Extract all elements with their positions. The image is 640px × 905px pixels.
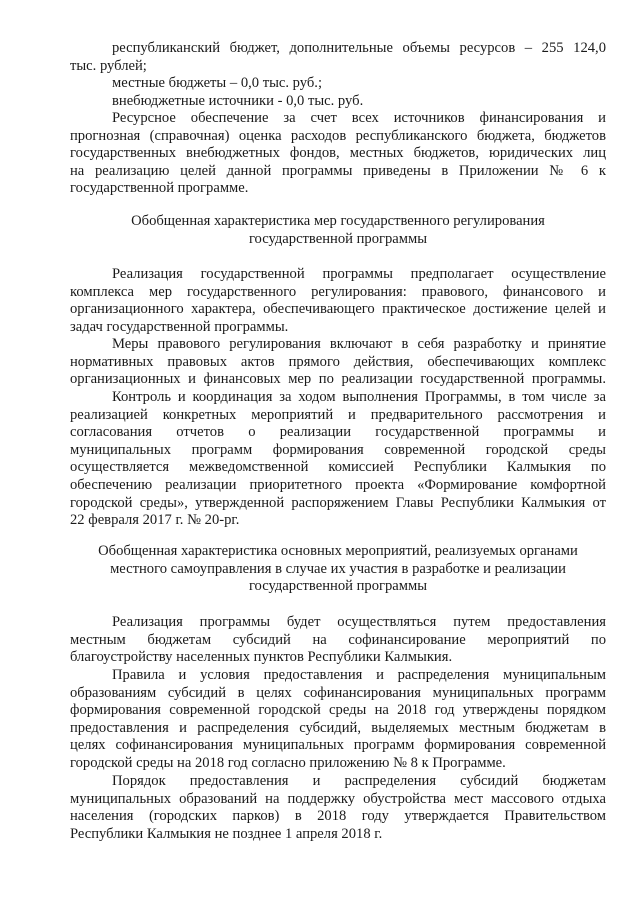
paragraph-rules [70, 667, 606, 773]
text-line: муниципальных образований на поддержку обустройства мест массового отдыха [70, 790, 606, 807]
text-line: нормативных правовых актов прямого действия, обеспечивающих комплекс [70, 353, 606, 370]
section-heading-regulation [70, 213, 606, 248]
text-line: Реализация программы будет осуществляться путем предоставления [112, 614, 606, 630]
text-line: предоставления и распределения субсидий, выделяемых местным бюджетам в [70, 719, 606, 736]
text-line: 22 февраля 2017 г. № 20-рг. [70, 512, 240, 529]
text-line: благоустройству населенных пунктов Республики Калмыкия. [70, 649, 453, 666]
text-line: на реализацию целей данной программы приведены в Приложении № 6 к [70, 162, 606, 179]
text-line: городской среды», утвержденной распоряжением Главы Республики Калмыкия от [70, 494, 606, 511]
text-line: формирования современной городской среды на 2018 год утверждены порядком [70, 702, 606, 719]
text-line: Ресурсное обеспечение за счет всех источников финансирования и [112, 110, 606, 126]
text-line: образованиям субсидий в целях софинансирования муниципальных программ [70, 684, 606, 701]
text-line: тыс. рублей; [70, 57, 147, 74]
paragraph-measures [70, 336, 606, 389]
text-line: местным бюджетам субсидий на софинансирование мероприятий по [70, 631, 606, 648]
paragraph-program [70, 614, 606, 667]
heading-line: местного самоуправления в случае их участия в разработке и реализации [110, 560, 566, 577]
text-line: организационного характера, обеспечивающего практическое достижение целей и [70, 301, 606, 318]
text-line: Меры правового регулирования включают в себя разработку и принятие [112, 336, 606, 352]
text-line: прогнозная (справочная) оценка расходов республиканского бюджета, бюджетов [70, 127, 606, 144]
text-line: задач государственной программы. [70, 318, 289, 335]
text-line: реализацией конкретных мероприятий и предварительного рассмотрения и [70, 406, 606, 423]
text-line: Правила и условия предоставления и распределения муниципальным [112, 667, 606, 683]
text-line: целях софинансирования муниципальных программ формирования современной [70, 737, 606, 754]
text-line: организационных и финансовых мер по реализации государственной программы. [70, 371, 606, 388]
text-line: осуществляется межведомственной комиссией Республики Калмыкия по [70, 459, 606, 476]
heading-line: Обобщенная характеристика основных мероприятий, реализуемых органами [98, 543, 578, 559]
paragraph-resource [70, 110, 606, 198]
text-line: Реализация государственной программы предполагает осуществление [112, 266, 606, 282]
heading-line: Обобщенная характеристика мер государственного регулирования [131, 213, 545, 229]
section-heading-activities [70, 543, 606, 596]
text-line: местные бюджеты – 0,0 тыс. руб.; [112, 75, 323, 92]
paragraph-order [70, 773, 606, 843]
heading-line: государственной программы [248, 230, 428, 247]
text-line: комплекса мер государственного регулирования: правового, финансового и [70, 283, 606, 300]
text-line: государственной программе. [70, 180, 249, 197]
text-line: республиканский бюджет, дополнительные объемы ресурсов – 255 124,0 [112, 40, 606, 56]
text-line: Контроль и координация за ходом выполнения Программы, в том числе за [112, 389, 606, 405]
text-line: городской среды на 2018 год согласно приложению № 8 к Программе. [70, 754, 506, 771]
text-line: населения (городских парков) в 2018 году утверждается Правительством [70, 808, 606, 825]
text-line: Порядок предоставления и распределения субсидий бюджетам [112, 773, 606, 789]
paragraph-control [70, 389, 606, 530]
text-line: Республики Калмыкия не позднее 1 апреля 2018 г. [70, 825, 383, 842]
text-line: государственных внебюджетных фондов, местных бюджетов, юридических лиц [70, 145, 606, 162]
text-line: внебюджетные источники - 0,0 тыс. руб. [112, 92, 364, 109]
text-line: муниципальных программ формирования современной городской среды [70, 441, 606, 458]
paragraph-realization [70, 266, 606, 336]
heading-line: государственной программы [248, 578, 428, 595]
text-line: согласования отчетов о реализации государственной программы и [70, 424, 606, 441]
budget-lines [70, 40, 606, 110]
text-line: обеспечению реализации приоритетного проекта «Формирование комфортной [70, 476, 606, 493]
